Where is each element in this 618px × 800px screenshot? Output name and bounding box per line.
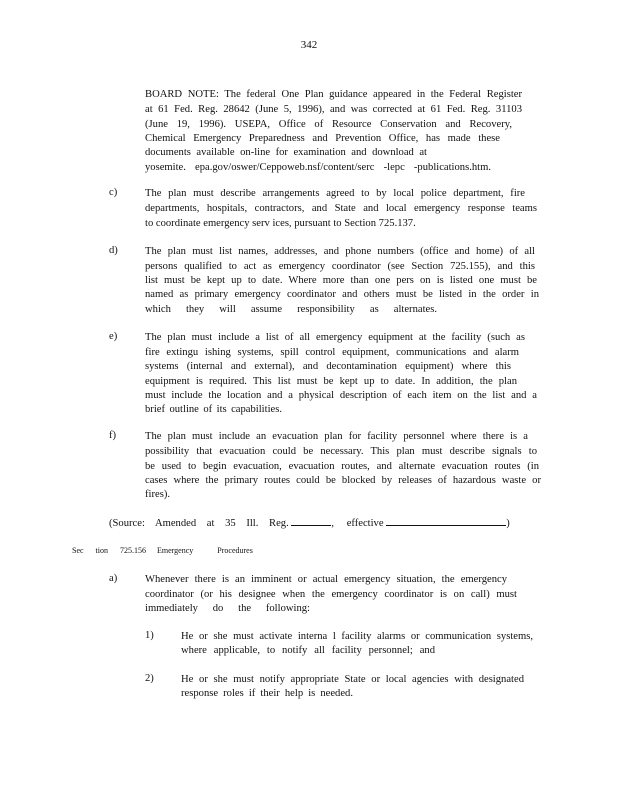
item-line: equipment is required. This list must be kept up to date. In addition, the plan (145, 376, 517, 387)
item-line: fire extingu ishing systems, spill control equipment, communications and alarm (145, 347, 519, 358)
board-note-line: yosemite. epa.gov/oswer/Ceppoweb.nsf/content/serc -lepc -publications.htm. (145, 162, 491, 173)
item-line: systems (internal and external), and decontamination equipment) where this (145, 361, 511, 372)
sub-item-label: 1) (145, 630, 154, 641)
item-label: c) (109, 187, 118, 198)
section-title: Emergency Procedures (157, 546, 253, 555)
reg-page-blank (291, 516, 331, 526)
board-note-line: BOARD NOTE: The federal One Plan guidance appeared in the Federal Register (145, 89, 522, 100)
item-line: to coordinate emergency serv ices, pursuant to Section 725.137. (145, 218, 416, 229)
item-label: f) (109, 430, 117, 441)
item-line: fires). (145, 489, 170, 500)
source-middle: , effective (331, 518, 384, 529)
sub-item-label: 2) (145, 673, 154, 684)
item-line: be used to begin evacuation, evacuation routes, and alternate evacuation routes (in (145, 461, 539, 472)
sub-item-line: He or she must notify appropriate State or local agencies with designated (181, 674, 524, 685)
item-line: departments, hospitals, contractors, and State and local emergency response teams (145, 203, 537, 214)
item-line: must include the location and a physical description of each item on the list and a (145, 390, 537, 401)
effective-date-blank (386, 516, 506, 526)
source-prefix: (Source: Amended at 35 Ill. Reg. (109, 518, 289, 529)
item-line: The plan must list names, addresses, and phone numbers (office and home) of all (145, 246, 535, 257)
item-line: The plan must describe arrangements agreed to by local police department, fire (145, 188, 525, 199)
item-line: which they will assume responsibility as alternates. (145, 304, 437, 315)
page-number: 342 (300, 39, 318, 51)
item-line: persons qualified to act as emergency coordinator (see Section 725.155), and this (145, 261, 535, 272)
board-note-line: Chemical Emergency Preparedness and Prevention Office, has made these (145, 133, 500, 144)
source-note (109, 516, 510, 531)
source-suffix: ) (506, 518, 510, 529)
board-note-line: documents available on-line for examination and download at (145, 147, 427, 158)
board-note-line: (June 19, 1996). USEPA, Office of Resource Conservation and Recovery, (145, 119, 512, 130)
item-line: The plan must include a list of all emergency equipment at the facility (such as (145, 332, 525, 343)
sub-item-line: response roles if their help is needed. (181, 688, 353, 699)
item-line: brief outline of its capabilities. (145, 404, 282, 415)
section-number: Sec tion 725.156 (72, 546, 146, 555)
item-line: cases where the primary routes could be blocked by releases of hazardous waste or (145, 475, 541, 486)
item-line: coordinator (or his designee when the emergency coordinator is on call) must (145, 589, 517, 600)
item-line: The plan must include an evacuation plan for facility personnel where there is a (145, 431, 528, 442)
item-line: immediately do the following: (145, 603, 310, 614)
board-note-line: at 61 Fed. Reg. 28642 (June 5, 1996), and was corrected at 61 Fed. Reg. 31103 (145, 104, 522, 115)
sub-item-line: He or she must activate interna l facility alarms or communication systems, (181, 631, 533, 642)
item-line: list must be kept up to date. Where more than one pers on is listed one must be (145, 275, 537, 286)
item-line: Whenever there is an imminent or actual emergency situation, the emergency (145, 574, 507, 585)
sub-item-line: where applicable, to notify all facility personnel; and (181, 645, 435, 656)
item-label: a) (109, 573, 118, 584)
item-line: named as primary emergency coordinator and others must be listed in the order in (145, 289, 539, 300)
item-label: d) (109, 245, 118, 256)
item-label: e) (109, 331, 118, 342)
item-line: possibility that evacuation could be necessary. This plan must describe signals to (145, 446, 537, 457)
